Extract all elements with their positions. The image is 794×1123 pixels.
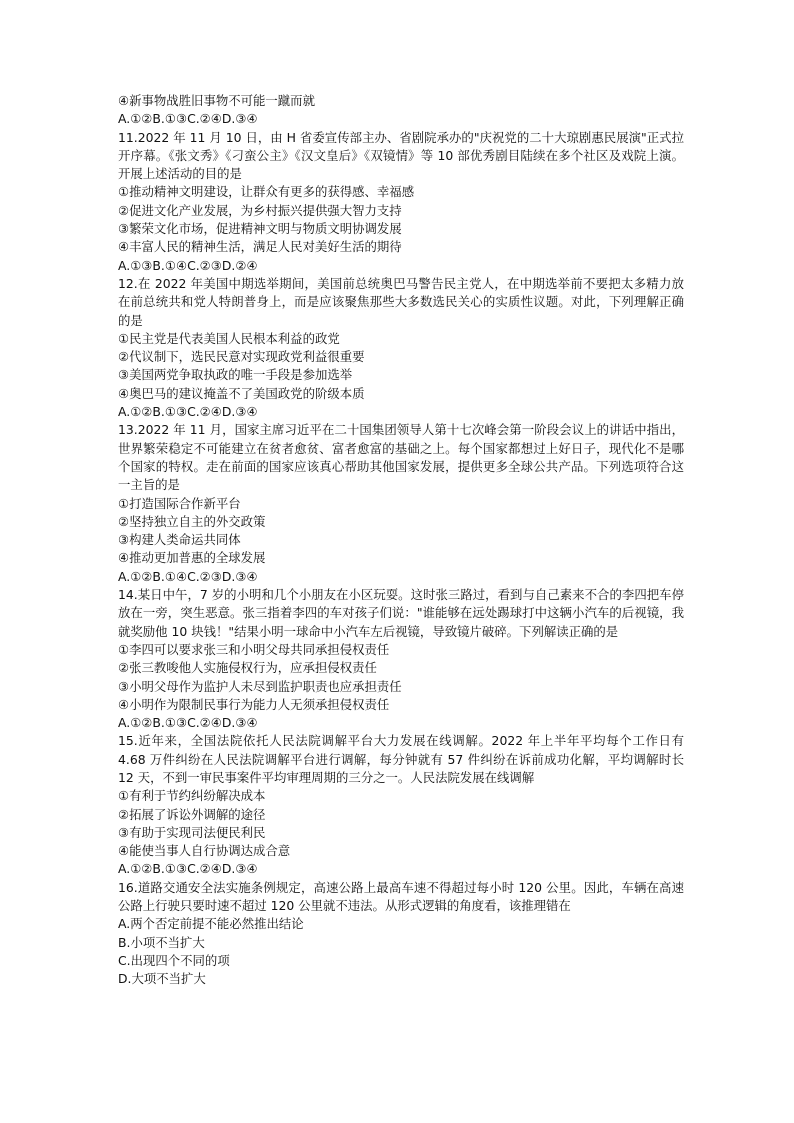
- option-line: ②促进文化产业发展，为乡村振兴提供强大智力支持: [118, 202, 402, 218]
- answer-choices: A.①②B.①③C.②④D.③④: [118, 404, 258, 420]
- question-stem: 16.道路交通安全法实施条例规定，高速公路上最高车速不得超过每小时 120 公里。因此，车辆在高速公路上行驶只要时速不超过 120 公里就不违法。从形式逻辑的角度看，该推理错在: [118, 879, 684, 914]
- option-line: ④奥巴马的建议掩盖不了美国政党的阶级本质: [118, 385, 365, 401]
- option-line: ④新事物战胜旧事物不可能一蹴而就: [118, 93, 315, 108]
- question-11: [118, 129, 684, 275]
- answer-choices: A.①②B.①④C.②③D.③④: [118, 568, 258, 584]
- answer-choices: A.①②B.①③C.②④D.③④: [118, 715, 258, 731]
- option-a: A.两个否定前提不能必然推出结论: [118, 916, 304, 932]
- option-line: ①有利于节约纠纷解决成本: [118, 788, 266, 804]
- option-line: ②坚持独立自主的外交政策: [118, 513, 266, 529]
- question-16: [118, 879, 684, 989]
- question-12: [118, 275, 684, 421]
- option-line: ①李四可以要求张三和小明父母共同承担侵权责任: [118, 641, 390, 657]
- answer-choices: A.①②B.①③C.②④D.③④: [118, 861, 258, 877]
- question-stem: 13.2022 年 11 月，国家主席习近平在二十国集团领导人第十七次峰会第一阶段会议上的讲话中指出，世界繁荣稳定不可能建立在贫者愈贫、富者愈富的基础之上。每个国家都想过上好日子，现代化不是哪个国家的特权。走在前面的国家应该真心帮助其他国家发展，提供更多全球公共产品。下列选项符合这一主旨的是: [118, 422, 684, 493]
- question-stem: 11.2022 年 11 月 10 日，由 H 省委宣传部主办、省剧院承办的"庆祝党的二十大琼剧惠民展演"正式拉开序幕。《张文秀》《刁蛮公主》《汉文皇后》《双镜情》等 10 部优秀剧目陆续在多个社区及戏院上演。开展上述活动的目的是: [118, 129, 684, 182]
- option-line: ②张三教唆他人实施侵权行为，应承担侵权责任: [118, 660, 377, 676]
- option-line: ④小明作为限制民事行为能力人无须承担侵权责任: [118, 696, 390, 712]
- option-line: ④推动更加普惠的全球发展: [118, 550, 266, 566]
- option-line: ③繁荣文化市场，促进精神文明与物质文明协调发展: [118, 221, 402, 237]
- question-stem: 12.在 2022 年美国中期选举期间，美国前总统奥巴马警告民主党人，在中期选举前不要把太多精力放在前总统共和党人特朗普身上，而是应该聚焦那些大多数选民关心的实质性议题。对此，下列理解正确的是: [118, 275, 684, 328]
- option-line: ①推动精神文明建设，让群众有更多的获得感、幸福感: [118, 184, 415, 200]
- exam-page: [118, 92, 684, 989]
- question-13: [118, 421, 684, 586]
- option-b: B.小项不当扩大: [118, 934, 205, 950]
- option-line: ②代议制下，选民民意对实现政党利益很重要: [118, 349, 365, 365]
- question-14: [118, 586, 684, 732]
- option-line: ④丰富人民的精神生活，满足人民对美好生活的期待: [118, 239, 402, 255]
- option-line: ①民主党是代表美国人民根本利益的政党: [118, 330, 340, 346]
- option-line: ①打造国际合作新平台: [118, 495, 241, 511]
- option-d: D.大项不当扩大: [118, 971, 206, 987]
- option-line: ③有助于实现司法便民利民: [118, 824, 266, 840]
- option-line: ③小明父母作为监护人未尽到监护职责也应承担责任: [118, 678, 402, 694]
- question-stem: 14.某日中午，7 岁的小明和几个小朋友在小区玩耍。这时张三路过，看到与自己素来不合的李四把车停放在一旁，突生恶意。张三指着李四的车对孩子们说："谁能够在远处踢球打中这辆小汽车的后视镜，我就奖励他 10 块钱！"结果小明一球命中小汽车左后视镜，导致镜片破碎。下列解读正确的是: [118, 587, 684, 639]
- question-10-tail: [118, 92, 684, 129]
- option-line: ③构建人类命运共同体: [118, 532, 241, 548]
- option-c: C.出现四个不同的项: [118, 952, 230, 968]
- question-15: [118, 732, 684, 878]
- option-line: ③美国两党争取执政的唯一手段是参加选举: [118, 367, 353, 383]
- option-line: ②拓展了诉讼外调解的途径: [118, 806, 266, 822]
- option-line: ④能使当事人自行协调达成合意: [118, 843, 291, 859]
- question-stem: 15.近年来，全国法院依托人民法院调解平台大力发展在线调解。2022 年上半年平均每个工作日有 4.68 万件纠纷在人民法院调解平台进行调解，每分钟就有 57 件纠纷在诉前成功化解，平均调解时长 12 天，不到一审民事案件平均审理周期的三分之一。人民法院发展在线调解: [118, 733, 684, 785]
- answer-choices: A.①②B.①③C.②④D.③④: [118, 111, 258, 127]
- answer-choices: A.①③B.①④C.②③D.②④: [118, 257, 258, 273]
